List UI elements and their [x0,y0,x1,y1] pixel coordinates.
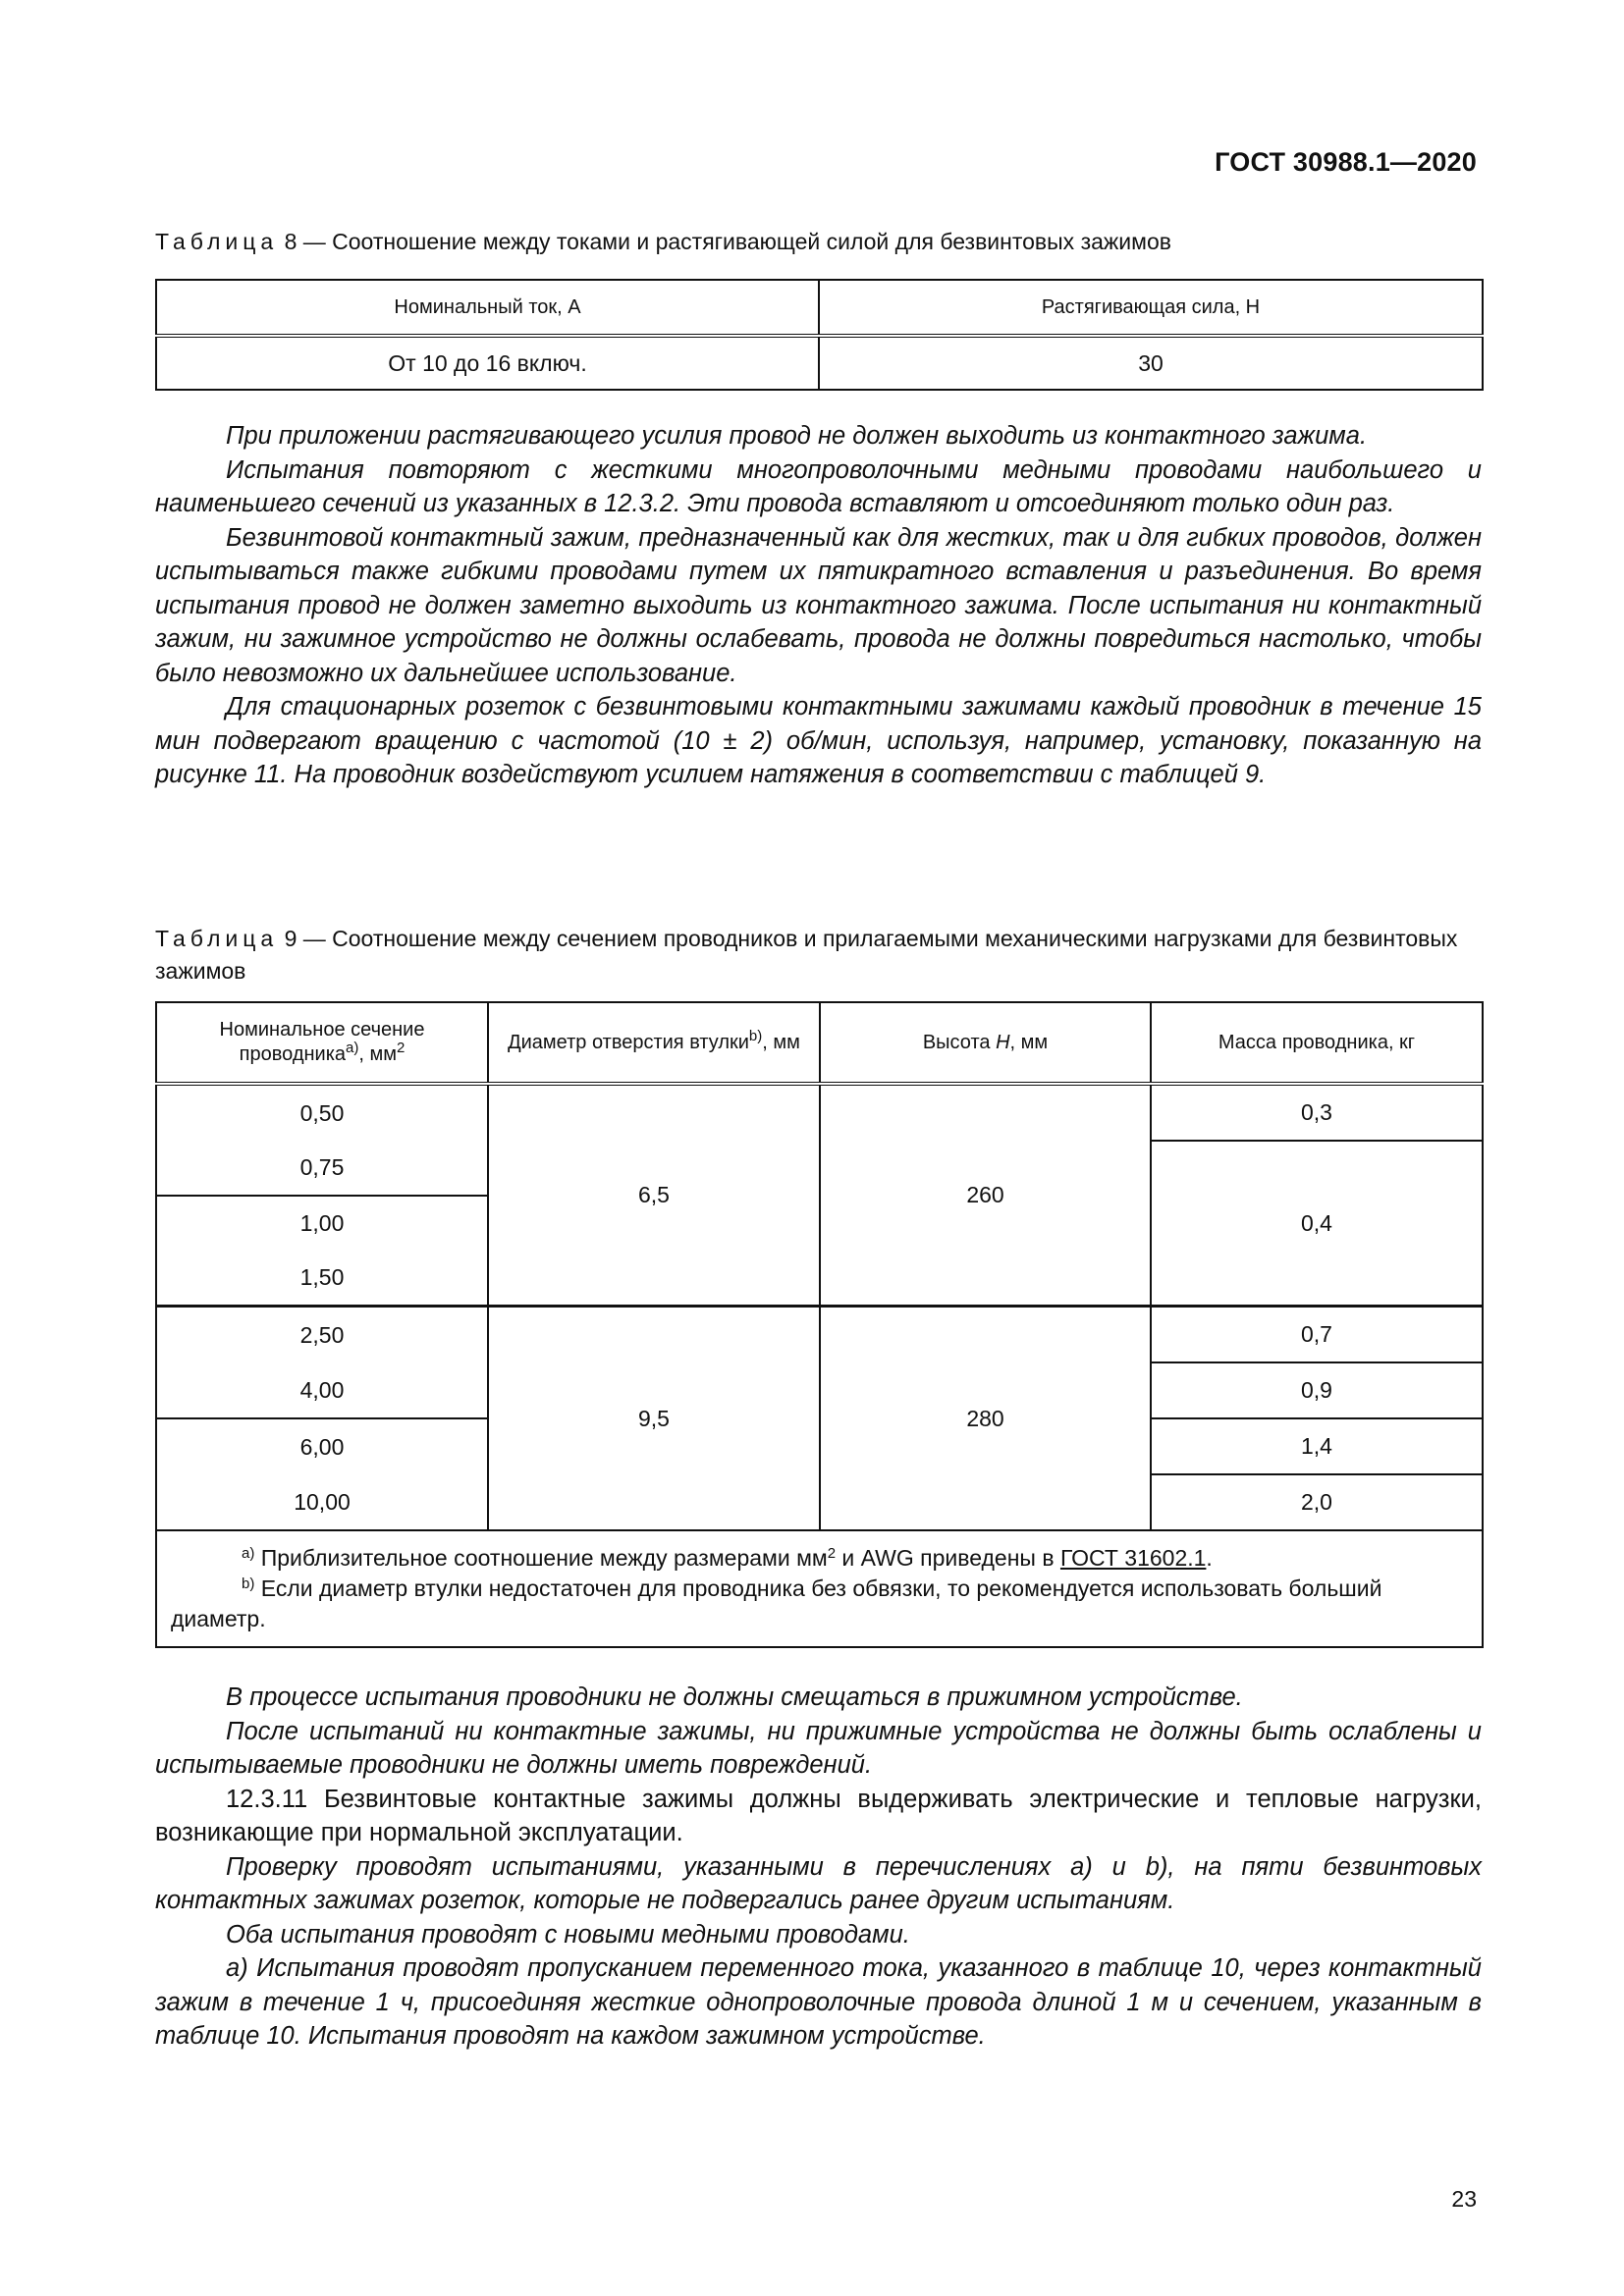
paragraph: После испытаний ни контактные зажимы, ни прижимные устройства не должны быть ослаблены и испытываемые проводники не должны иметь повреждений. [155,1717,1482,1779]
table9-cell-section: 6,00 [156,1418,488,1474]
table9-cell-diameter: 6,5 [488,1084,820,1307]
table9-cell-diameter: 9,5 [488,1307,820,1531]
paragraph: В процессе испытания проводники не должны смещаться в прижимном устройстве. [226,1683,1243,1711]
paragraph: Для стационарных розеток с безвинтовыми контактными зажимами каждый проводник в течение 15 мин подвергают вращению с частотой (10 ± 2) об/мин, используя, например, установку, показанную на рисунке 11. На проводник воздействуют усилием натяжения в соответствии с таблицей 9. [155,693,1482,788]
paragraph: a) Испытания проводят пропусканием переменного тока, указанного в таблице 10, через контактный зажим в течение 1 ч, присоединяя жесткие однопроволочные провода длиной 1 м и сечением, указанным в таблице 10. Испытания проводят на каждом зажимном устройстве. [155,1954,1482,2050]
table9-cell-section: 1,00 [156,1196,488,1251]
table9-caption-label: Таблица [155,926,279,951]
table9-header-diameter: Диаметр отверстия втулки$^{b)}$, мм [488,1002,820,1084]
table9-cell-mass: 0,7 [1151,1307,1483,1363]
table9-header-height: Высота H, мм [820,1002,1151,1084]
paragraph-12-3-11: 12.3.11 Безвинтовые контактные зажимы должны выдерживать электрические и тепловые нагрузки, возникающие при нормальной эксплуатации. [155,1785,1482,1846]
table9-cell-mass: 2,0 [1151,1474,1483,1530]
body-block-2 [155,1681,1482,2054]
table8-caption-label: Таблица [155,229,279,254]
table9-cell-section: 0,75 [156,1141,488,1196]
table9-caption-text: 9 — Соотношение между сечением проводников и прилагаемыми механическими нагрузками для безвинтовых зажимов [155,926,1458,984]
gost-31602-link[interactable]: ГОСТ 31602.1 [1059,1545,1207,1571]
table9-cell-height: 260 [820,1084,1151,1307]
table9-header-section: Номинальное сечение проводника$^{a)}$, $мм^2$ [156,1002,488,1084]
table8 [155,279,1484,391]
table9 [155,1001,1484,1648]
table9-footnotes [156,1530,1483,1647]
table9-cell-mass: 0,4 [1151,1141,1483,1307]
body-block-1 [155,419,1482,792]
table9-cell-section: 10,00 [156,1474,488,1530]
table9-cell-section: 0,50 [156,1084,488,1141]
table9-cell-mass: 1,4 [1151,1418,1483,1474]
table9-cell-section: 2,50 [156,1307,488,1363]
table8-caption-text: 8 — Соотношение между токами и растягивающей силой для безвинтовых зажимов [284,229,1171,254]
table8-cell-force: 30 [819,336,1483,390]
paragraph: Оба испытания проводят с новыми медными проводами. [226,1920,910,1949]
table9-cell-mass: 0,9 [1151,1362,1483,1418]
document-code: ГОСТ 30988.1—2020 [1215,147,1477,177]
paragraph: Безвинтовой контактный зажим, предназначенный как для жестких, так и для гибких проводов, должен испытываться также гибкими проводами путем их пятикратного вставления и разъединения. Во время испытания провод не должен заметно выходить из контактного зажима. После испытания ни контактный зажим, ни зажимное устройство не должны ослабевать, провода не должны повредиться настолько, чтобы было невозможно их дальнейшее использование. [155,523,1482,687]
table9-cell-section: 1,50 [156,1251,488,1307]
paragraph: Проверку проводят испытаниями, указанными в перечислениях a) и b), на пяти безвинтовых контактных зажимах розеток, которые не подвергались ранее другим испытаниям. [155,1852,1482,1914]
footnote-b: $^{b)}$ Если диаметр втулки недостаточен для проводника без обвязки, то рекомендуется использовать больший диаметр. [171,1575,1382,1631]
footnote-a: $^{a)}$ Приблизительное соотношение между размерами $мм^2$ и AWG приведены в ГОСТ 31602.1. [242,1545,1213,1571]
table8-caption [155,226,1481,258]
paragraph: Испытания повторяют с жесткими многопроволочными медными проводами наибольшего и наименьшего сечений из указанных в 12.3.2. Эти провода вставляют и отсоединяют только один раз. [155,455,1482,517]
table9-header-mass: Масса проводника, кг [1151,1002,1483,1084]
table9-cell-height: 280 [820,1307,1151,1531]
page-number: 23 [1451,2186,1477,2212]
table9-caption [155,923,1481,988]
table8-cell-current: От 10 до 16 включ. [156,336,819,390]
table8-header-force: Растягивающая сила, Н [819,280,1483,336]
paragraph: При приложении растягивающего усилия провод не должен выходить из контактного зажима. [226,422,1368,450]
table9-cell-mass: 0,3 [1151,1084,1483,1141]
table9-cell-section: 4,00 [156,1362,488,1418]
table8-header-current: Номинальный ток, А [156,280,819,336]
